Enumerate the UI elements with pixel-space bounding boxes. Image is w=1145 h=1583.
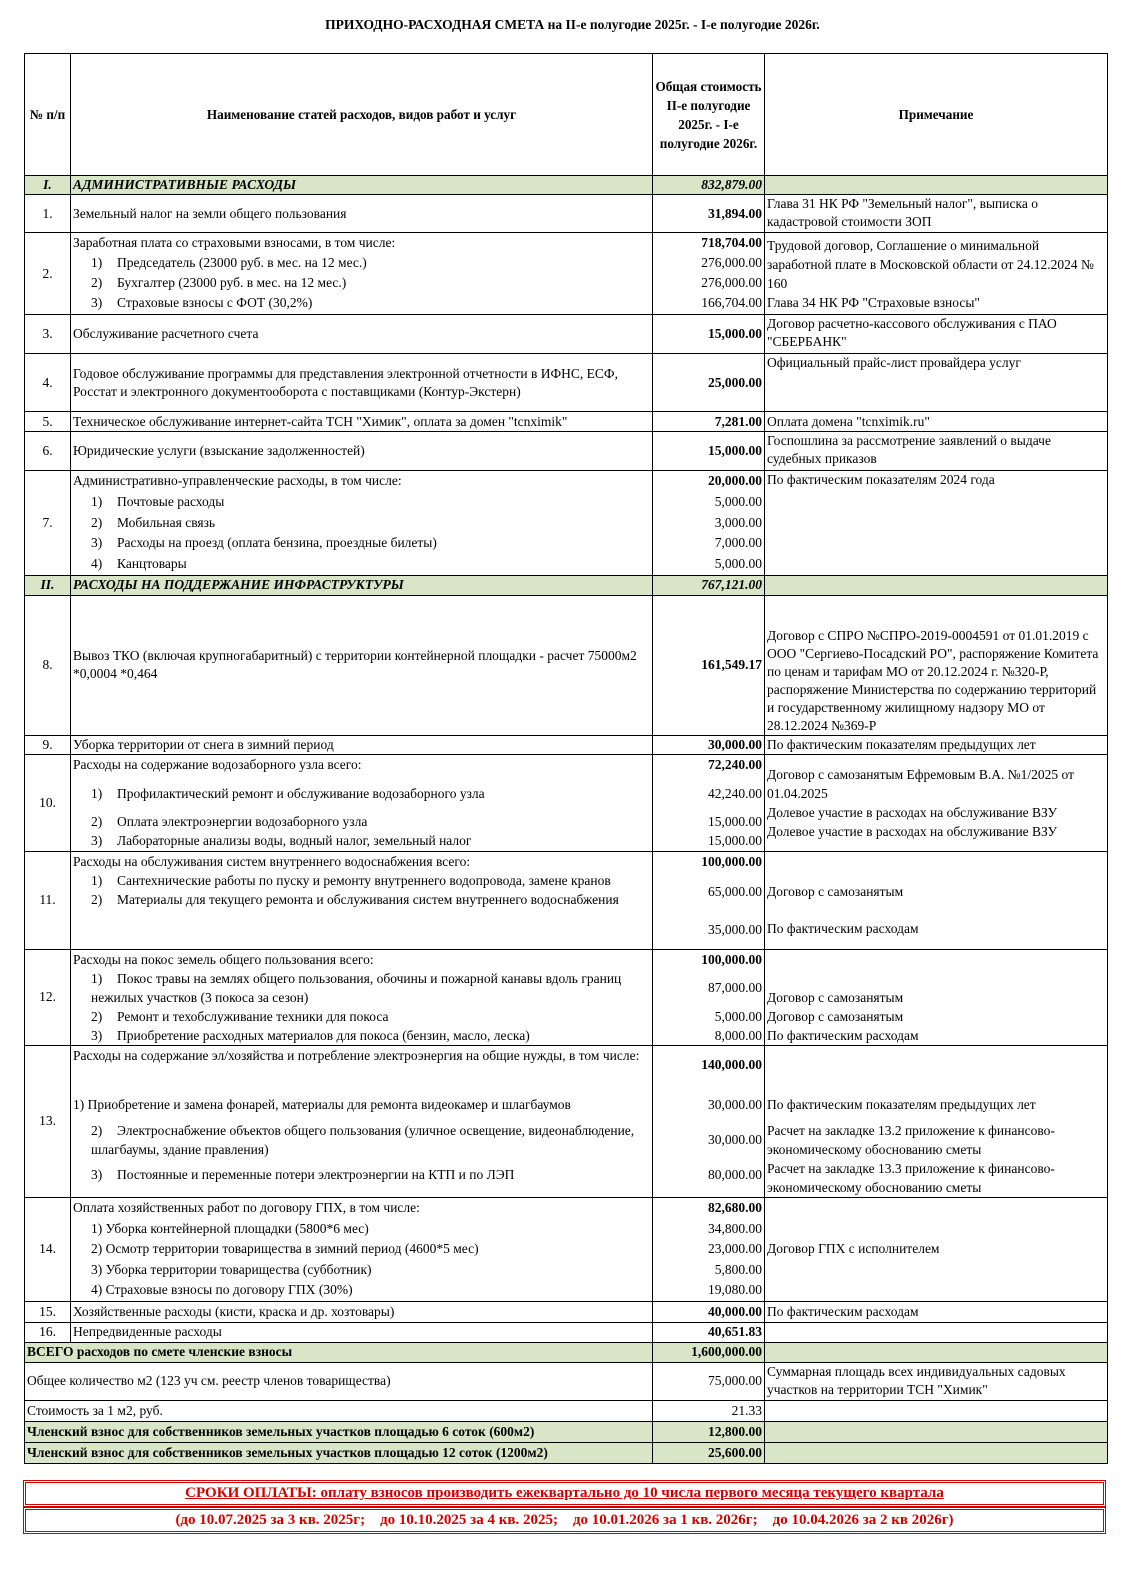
sub-item: 1) Председатель (23000 руб. в мес. на 12 мес.) xyxy=(91,255,367,270)
sub-cost: 30,000.00 xyxy=(708,1131,762,1147)
area-note: Суммарная площадь всех индивидуальных садовых участков на территории ТСН "Химик" xyxy=(765,1362,1108,1400)
total-cost: 1,600,000.00 xyxy=(653,1342,765,1362)
table-row xyxy=(25,432,1108,471)
table-row xyxy=(25,354,1108,412)
per-m2-row xyxy=(25,1400,1108,1421)
row-cost: 72,240.00 xyxy=(708,756,762,772)
section-num: II. xyxy=(25,575,71,595)
row-name: Непредвиденные расходы xyxy=(71,1322,653,1342)
row-name-group xyxy=(71,1045,653,1197)
sub-item: 1) Уборка контейнерной площадки (5800*6 мес) xyxy=(91,1220,369,1236)
table-row xyxy=(25,233,1108,315)
row-name: Техническое обслуживание интернет-сайта ТСН "Химик", оплата за домен "tcnximik" xyxy=(71,412,653,432)
fee-6-row xyxy=(25,1421,1108,1442)
area-label: Общее количество м2 (123 уч см. реестр членов товарищества) xyxy=(25,1362,653,1400)
sub-note: Долевое участие в расходах на обслуживание ВЗУ xyxy=(767,823,1058,839)
row-name: Обслуживание расчетного счета xyxy=(71,315,653,354)
payment-terms-banner xyxy=(23,1480,1106,1507)
sub-cost: 80,000.00 xyxy=(708,1166,762,1182)
row-cost-group xyxy=(653,1197,765,1301)
table-row xyxy=(25,412,1108,432)
sub-cost: 3,000.00 xyxy=(714,514,762,530)
sub-note: Расчет на закладке 13.3 приложение к финансово-экономическому обоснованию сметы xyxy=(767,1160,1055,1195)
row-note xyxy=(765,1322,1108,1342)
row-name: Расходы на покос земель общего пользования всего: xyxy=(73,951,374,967)
row-name: Административно-управленческие расходы, в том числе: xyxy=(73,473,402,488)
fee-12-label: Членский взнос для собственников земельных участков площадью 12 соток (1200м2) xyxy=(25,1442,653,1463)
sub-item: 2) Ремонт и техобслуживание техники для покоса xyxy=(91,1008,389,1024)
sub-note: По фактическим показателям предыдущих лет xyxy=(767,1096,1036,1112)
sub-item: 2) Электроснабжение объектов общего пользования (уличное освещение, видеонаблюдение, шлагбаумы, здание правления) xyxy=(91,1122,635,1157)
total-label: ВСЕГО расходов по смете членские взносы xyxy=(25,1342,653,1362)
row-note: Глава 31 НК РФ "Земельный налог", выписка о кадастровой стоимости ЗОП xyxy=(765,195,1108,233)
payment-terms-text: оплату взносов производить ежеквартально до 10 числа первого месяца текущего квартала xyxy=(316,1485,944,1501)
sub-item: 1) Сантехнические работы по пуску и ремонту внутреннего водопровода, замене кранов xyxy=(91,872,611,888)
sub-item: 3) Лабораторные анализы воды, водный налог, земельный налог xyxy=(91,832,472,848)
row-cost: 30,000.00 xyxy=(653,735,765,754)
row-name-group xyxy=(71,233,653,315)
table-row xyxy=(25,315,1108,354)
fee-12-value: 25,600.00 xyxy=(653,1442,765,1463)
row-note-group xyxy=(765,949,1108,1045)
row-name-group xyxy=(71,949,653,1045)
row-name: Заработная плата со страховыми взносами, в том числе: xyxy=(73,235,396,250)
sub-cost: 7,000.00 xyxy=(714,535,762,551)
row-name: Расходы на содержание эл/хозяйства и потребление электроэнергия на общие нужды, в том числе: xyxy=(73,1047,640,1063)
sub-cost: 276,000.00 xyxy=(701,255,762,270)
sub-item: 3) Приобретение расходных материалов для покоса (бензин, масло, леска) xyxy=(91,1027,530,1043)
row-name-group xyxy=(71,471,653,576)
row-note-group xyxy=(765,754,1108,851)
row-name-group xyxy=(71,1197,653,1301)
row-name: Земельный налог на земли общего пользования xyxy=(71,195,653,233)
row-note: Госпошлина за рассмотрение заявлений о выдаче судебных приказов xyxy=(765,432,1108,471)
table-row xyxy=(25,851,1108,949)
row-cost: 40,000.00 xyxy=(653,1301,765,1322)
row-num: 2. xyxy=(25,233,71,315)
row-num: 10. xyxy=(25,754,71,851)
row-note-group xyxy=(765,851,1108,949)
section-row-2 xyxy=(25,575,1108,595)
fee-12-row xyxy=(25,1442,1108,1463)
sub-item: 2) Бухгалтер (23000 руб. в мес. на 12 мес.) xyxy=(91,275,347,290)
row-name: Хозяйственные расходы (кисти, краска и др. хозтовары) xyxy=(71,1301,653,1322)
sub-item: 2) Материалы для текущего ремонта и обслуживания систем внутреннего водоснабжения xyxy=(91,891,619,907)
row-name: Уборка территории от снега в зимний период xyxy=(71,735,653,754)
sub-item: 2) Мобильная связь xyxy=(91,514,216,530)
row-cost: 140,000.00 xyxy=(701,1056,762,1072)
section-title: РАСХОДЫ НА ПОДДЕРЖАНИЕ ИНФРАСТРУКТУРЫ xyxy=(71,575,653,595)
row-note: По фактическим показателям предыдущих лет xyxy=(765,735,1108,754)
sub-cost: 15,000.00 xyxy=(708,832,762,848)
sub-note: Договор с самозанятым xyxy=(767,989,904,1005)
per-m2-label: Стоимость за 1 м2, руб. xyxy=(25,1400,653,1421)
sub-cost: 19,080.00 xyxy=(708,1282,762,1298)
row-num: 5. xyxy=(25,412,71,432)
row-cost-group xyxy=(653,851,765,949)
sub-cost: 166,704.00 xyxy=(701,295,762,310)
sub-cost: 30,000.00 xyxy=(708,1096,762,1112)
row-name: Вывоз ТКО (включая крупногабаритный) с территории контейнерной площадки - расчет 75000м2 *0,0004 *0,464 xyxy=(71,595,653,735)
row-name-group xyxy=(71,851,653,949)
row-num: 12. xyxy=(25,949,71,1045)
row-cost: 15,000.00 xyxy=(653,315,765,354)
row-cost: 161,549.17 xyxy=(653,595,765,735)
sub-note: Договор с самозанятым xyxy=(767,1008,904,1024)
sub-cost: 65,000.00 xyxy=(708,883,762,899)
sub-cost: 8,000.00 xyxy=(714,1027,762,1043)
row-cost-group xyxy=(653,754,765,851)
row-num: 9. xyxy=(25,735,71,754)
row-num: 6. xyxy=(25,432,71,471)
row-cost: 15,000.00 xyxy=(653,432,765,471)
sub-item: 4) Канцтовары xyxy=(91,556,187,572)
row-name: Юридические услуги (взыскание задолженностей) xyxy=(71,432,653,471)
sub-cost: 15,000.00 xyxy=(708,813,762,829)
sub-cost: 87,000.00 xyxy=(708,979,762,995)
sub-cost: 42,240.00 xyxy=(708,785,762,801)
sub-item: 3) Постоянные и переменные потери электроэнергии на КТП и по ЛЭП xyxy=(91,1166,515,1182)
sub-cost: 5,800.00 xyxy=(714,1261,762,1277)
section-title: АДМИНИСТРАТИВНЫЕ РАСХОДЫ xyxy=(71,176,653,195)
row-note-group xyxy=(765,1045,1108,1197)
total-row xyxy=(25,1342,1108,1362)
row-note: По фактическим показателям 2024 года xyxy=(765,471,1108,576)
budget-table xyxy=(24,53,1108,1464)
table-row xyxy=(25,1045,1108,1197)
row-name-group xyxy=(71,754,653,851)
sub-note: Расчет на закладке 13.2 приложение к финансово-экономическому обоснованию сметы xyxy=(767,1122,1055,1157)
row-cost: 718,704.00 xyxy=(701,235,762,250)
area-row xyxy=(25,1362,1108,1400)
row-cost: 100,000.00 xyxy=(701,853,762,869)
row-num: 8. xyxy=(25,595,71,735)
table-row xyxy=(25,471,1108,576)
sub-cost: 34,800.00 xyxy=(708,1220,762,1236)
row-cost-group xyxy=(653,1045,765,1197)
row-num: 1. xyxy=(25,195,71,233)
row-num: 14. xyxy=(25,1197,71,1301)
row-num: 15. xyxy=(25,1301,71,1322)
section-row-1 xyxy=(25,176,1108,195)
row-name: Годовое обслуживание программы для представления электронной отчетности в ИФНС, ЕСФ, Росстат и электронного документооборота с поставщиками (Контур-Экстерн) xyxy=(71,354,653,412)
table-row xyxy=(25,1301,1108,1322)
row-num: 13. xyxy=(25,1045,71,1197)
sub-note: Договор с самозанятым xyxy=(767,883,904,899)
row-num: 3. xyxy=(25,315,71,354)
fee-6-value: 12,800.00 xyxy=(653,1421,765,1442)
row-num: 7. xyxy=(25,471,71,576)
sub-item: 1) Профилактический ремонт и обслуживание водозаборного узла xyxy=(91,785,485,801)
row-note: Договор ГПХ с исполнителем xyxy=(765,1197,1108,1301)
table-row xyxy=(25,949,1108,1045)
row-cost: 40,651.83 xyxy=(653,1322,765,1342)
row-note: Трудовой договор, Соглашение о минимальной заработной плате в Московской области от 24.12.2024 № 160 Глава 34 НК РФ "Страховые взносы" xyxy=(765,233,1108,315)
sub-cost: 5,000.00 xyxy=(714,556,762,572)
fee-6-label: Членский взнос для собственников земельных участков площадью 6 соток (600м2) xyxy=(25,1421,653,1442)
sub-cost: 5,000.00 xyxy=(714,1008,762,1024)
payment-dates-text: (до 10.07.2025 за 3 кв. 2025г; до 10.10.2025 за 4 кв. 2025; до 10.01.2026 за 1 кв. 2026г; до 10.04.2026 за 2 кв 2026г) xyxy=(175,1512,954,1528)
header-name: Наименование статей расходов, видов работ и услуг xyxy=(71,54,653,176)
row-num: 16. xyxy=(25,1322,71,1342)
sub-cost: 23,000.00 xyxy=(708,1241,762,1257)
sub-note: По фактическим расходам xyxy=(767,920,919,936)
sub-cost: 5,000.00 xyxy=(714,493,762,509)
row-num: 4. xyxy=(25,354,71,412)
sub-item: 1) Покос травы на землях общего пользования, обочины и пожарной канавы вдоль границ нежилых участков (3 покоса за сезон) xyxy=(91,970,622,1005)
row-cost: 31,894.00 xyxy=(653,195,765,233)
row-cost-group xyxy=(653,233,765,315)
row-name: Расходы на содержание водозаборного узла всего: xyxy=(73,756,362,772)
sub-cost: 276,000.00 xyxy=(701,275,762,290)
section-num: I. xyxy=(25,176,71,195)
table-row xyxy=(25,195,1108,233)
header-num: № п/п xyxy=(25,54,71,176)
header-cost: Общая стоимость II-е полугодие 2025г. - I-е полугодие 2026г. xyxy=(653,54,765,176)
row-cost-group xyxy=(653,471,765,576)
table-row xyxy=(25,595,1108,735)
header-note: Примечание xyxy=(765,54,1108,176)
sub-item: 3) Страховые взносы с ФОТ (30,2%) xyxy=(91,295,313,310)
section-cost: 832,879.00 xyxy=(653,176,765,195)
sub-item: 2) Оплата электроэнергии водозаборного узла xyxy=(91,813,368,829)
row-note: Договор расчетно-кассового обслуживания с ПАО "СБЕРБАНК" xyxy=(765,315,1108,354)
row-cost: 25,000.00 xyxy=(653,354,765,412)
table-header-row xyxy=(25,54,1108,176)
document-title: ПРИХОДНО-РАСХОДНАЯ СМЕТА на II-е полугодие 2025г. - I-е полугодие 2026г. xyxy=(325,17,820,32)
row-name: Расходы на обслуживания систем внутреннего водоснабжения всего: xyxy=(73,853,471,869)
row-cost: 7,281.00 xyxy=(653,412,765,432)
row-note: Официальный прайс-лист провайдера услуг xyxy=(765,354,1108,412)
sub-item: 3) Уборка территории товарищества (субботник) xyxy=(91,1261,372,1277)
row-cost: 20,000.00 xyxy=(708,473,762,488)
sub-note: Договор с самозанятым Ефремовым В.А. №1/2025 от 01.04.2025 xyxy=(767,766,1075,801)
row-cost: 100,000.00 xyxy=(701,951,762,967)
row-note: По фактическим расходам xyxy=(765,1301,1108,1322)
payment-terms-label: СРОКИ ОПЛАТЫ: xyxy=(185,1485,317,1501)
payment-dates-banner xyxy=(23,1507,1106,1534)
sub-note: Долевое участие в расходах на обслуживание ВЗУ xyxy=(767,804,1058,820)
row-num: 11. xyxy=(25,851,71,949)
table-row xyxy=(25,735,1108,754)
sub-cost: 35,000.00 xyxy=(708,921,762,937)
row-note: Договор с СПРО №СПРО-2019-0004591 от 01.01.2019 с ООО "Сергиево-Посадский РО", распоряжение Комитета по ценам и тарифам МО от 20.12.2024 г. №320-Р, распоряжение Министерства по содержанию территорий и государственному жилищному надзору МО от 28.12.2024 №369-Р xyxy=(765,595,1108,735)
table-row xyxy=(25,754,1108,851)
sub-note: По фактическим расходам xyxy=(767,1027,919,1043)
table-row xyxy=(25,1322,1108,1342)
row-cost-group xyxy=(653,949,765,1045)
sub-item: 2) Осмотр территории товарищества в зимний период (4600*5 мес) xyxy=(91,1241,479,1257)
area-value: 75,000.00 xyxy=(653,1362,765,1400)
table-row xyxy=(25,1197,1108,1301)
row-note: Оплата домена "tcnximik.ru" xyxy=(765,412,1108,432)
per-m2-value: 21.33 xyxy=(653,1400,765,1421)
sub-item: 3) Расходы на проезд (оплата бензина, проездные билеты) xyxy=(91,535,437,551)
sub-item: 1) Приобретение и замена фонарей, материалы для ремонта видеокамер и шлагбаумов xyxy=(73,1096,571,1112)
row-name: Оплата хозяйственных работ по договору ГПХ, в том числе: xyxy=(73,1199,420,1215)
sub-item: 4) Страховые взносы по договору ГПХ (30%) xyxy=(91,1282,353,1298)
sub-item: 1) Почтовые расходы xyxy=(91,493,225,509)
section-cost: 767,121.00 xyxy=(653,575,765,595)
row-cost: 82,680.00 xyxy=(708,1199,762,1215)
